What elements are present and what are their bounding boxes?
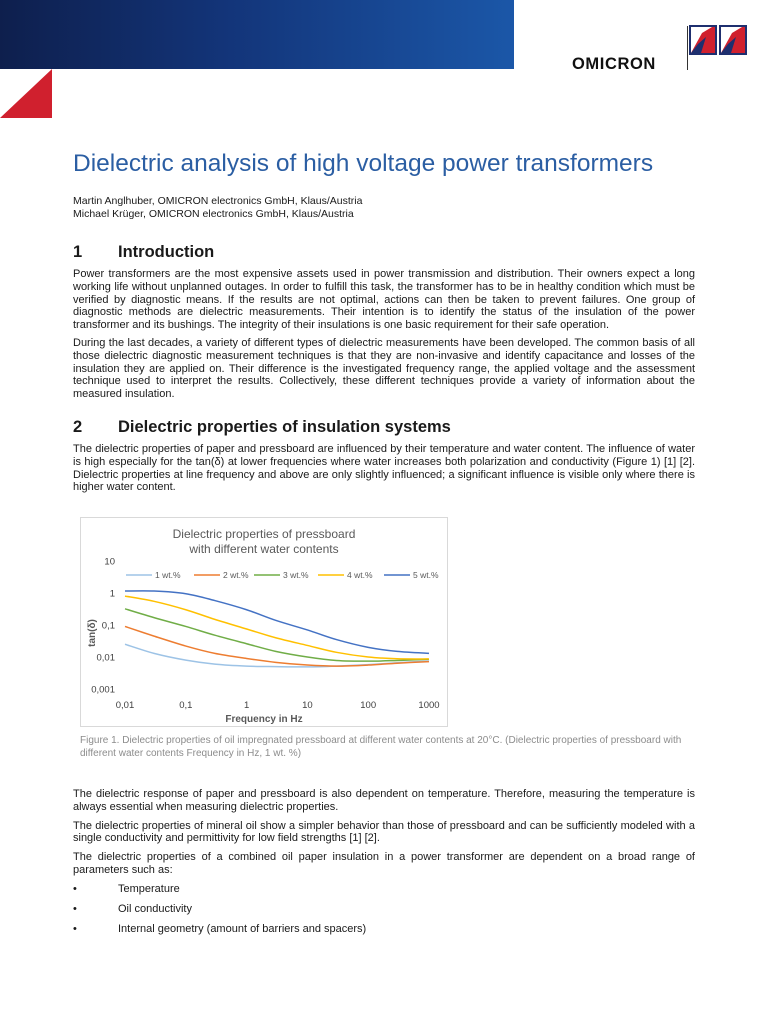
page-title: Dielectric analysis of high voltage power transformers: [73, 150, 654, 177]
figure-caption: Figure 1. Dielectric properties of oil impregnated pressboard at different water contents at 20°C. (Dielectric properties of pressboard with different water contents Frequency in Hz, 1 wt. %): [80, 735, 682, 759]
section-title: Dielectric properties of insulation systems: [118, 418, 451, 436]
paragraph: Power transformers are the most expensive assets used in power transmission and distribution. Their owners expect a long working life without unplanned outages. In order to fulfill this task, the transformer has to be in healthy condition which must be verified by diagnostic means. If the results are not optimal, actions can then be taken to prevent failures. One group of diagnostic methods are dielectric measurements. Their intention is to identify the status of the insulation of the power transformer and its bushings. The integrity of their insulations is one basic requirement for their safe operation.: [73, 268, 695, 332]
chart-title: Dielectric properties of pressboard: [172, 527, 356, 541]
legend-label: 4 wt.%: [347, 570, 373, 580]
x-tick-label: 1: [243, 700, 250, 711]
y-tick-label: 0,001: [91, 684, 115, 696]
legend-label: 5 wt.%: [413, 570, 439, 580]
section-heading-introduction: [73, 241, 695, 263]
figure-1-chart: [80, 517, 448, 727]
bullet-symbol: •: [73, 882, 77, 895]
logo-mark-icon: [688, 24, 748, 58]
list-item: [73, 903, 695, 916]
header-corner-triangle: [0, 69, 52, 118]
header-band: [0, 0, 514, 69]
parameter-list: [73, 883, 695, 936]
chart-svg: [81, 518, 447, 726]
x-axis-label: Frequency in Hz: [225, 714, 303, 725]
y-tick-label: 1: [109, 588, 115, 600]
bullet-symbol: •: [73, 902, 77, 915]
section-number: 1: [73, 243, 83, 261]
series-line: [125, 609, 429, 661]
y-axis-label: tan(δ): [87, 619, 98, 647]
author-line: Martin Anglhuber, OMICRON electronics GmbH, Klaus/Austria: [73, 195, 363, 207]
y-tick-label: 0,1: [101, 620, 115, 632]
paragraph: The dielectric properties of paper and pressboard are influenced by their temperature and water content. The influence of water is high especially for the tan(δ) at lower frequencies where water increases both polarization and conductivity (Figure 1) [1] [2]. Dielectric properties at line frequency and above are only slightly influenced; a significant influence is visible only where there is higher water content.: [73, 443, 695, 494]
legend-label: 3 wt.%: [283, 570, 309, 580]
x-tick-label: 100: [360, 700, 377, 711]
paragraph: The dielectric response of paper and pressboard is also dependent on temperature. Therefore, measuring the temperature is always essential when measuring dielectric properties.: [73, 788, 695, 813]
y-tick-label: 10: [104, 556, 115, 568]
author-line: Michael Krüger, OMICRON electronics GmbH, Klaus/Austria: [73, 208, 354, 220]
series-line: [125, 626, 429, 666]
section-heading-dielectric: [73, 416, 695, 438]
lower-text: [73, 788, 695, 943]
logo-text: OMICRON: [572, 55, 656, 73]
paragraph: The dielectric properties of mineral oil show a simpler behavior than those of pressboard and can be sufficiently modeled with a single conductivity and permittivity for low field strengths [1] [2].: [73, 819, 695, 845]
x-tick-label: 0,1: [179, 700, 193, 711]
section-number: 2: [73, 418, 83, 436]
article-body: [73, 148, 695, 494]
list-item: [73, 883, 695, 896]
list-item-text: Temperature: [118, 882, 180, 895]
list-item: [73, 923, 695, 936]
x-tick-label: 0,01: [115, 700, 135, 711]
y-tick-label: 0,01: [96, 652, 115, 664]
bullet-symbol: •: [73, 922, 77, 935]
list-item-text: Internal geometry (amount of barriers and spacers): [118, 922, 367, 935]
omicron-logo: [572, 24, 748, 72]
list-item-text: Oil conductivity: [118, 902, 192, 915]
section-title: Introduction: [118, 243, 215, 261]
x-tick-label: 1000: [418, 700, 440, 711]
legend-label: 2 wt.%: [223, 570, 249, 580]
author-list: [73, 195, 695, 221]
chart-title: with different water contents: [189, 542, 339, 556]
x-tick-label: 10: [302, 700, 313, 711]
section-dielectric-properties: [73, 416, 695, 494]
paragraph: During the last decades, a variety of different types of dielectric measurements have been developed. The common basis of all those dielectric diagnostic measurement techniques is that they are non-invasive and identify capacitance and losses of the insulation they are applied on. Their difference is the investigated frequency range, the applied voltage and the assessment technique used to interpret the results. Collectively, these different techniques provide a variety of information about the measured insulation.: [73, 336, 695, 401]
paragraph: The dielectric properties of a combined oil paper insulation in a power transformer are dependent on a broad range of parameters such as:: [73, 851, 695, 876]
legend-label: 1 wt.%: [155, 570, 181, 580]
